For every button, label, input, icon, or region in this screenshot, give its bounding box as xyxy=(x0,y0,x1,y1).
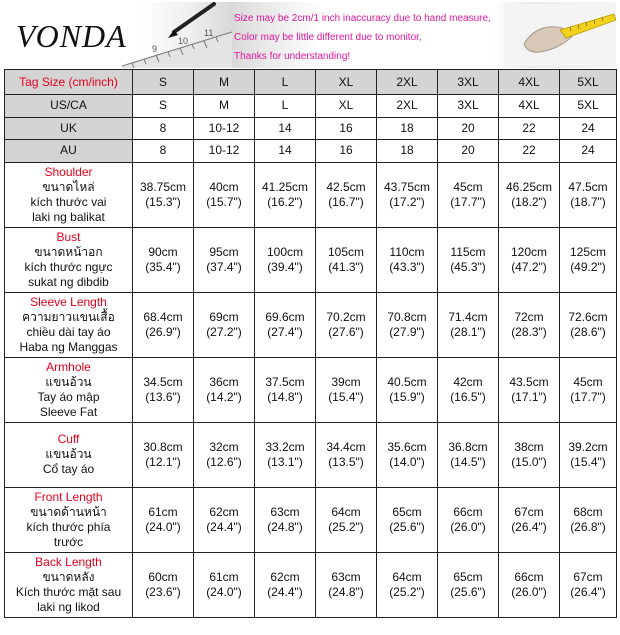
measurement-cell xyxy=(438,162,499,227)
value-inch: (15.0") xyxy=(511,454,547,469)
size-code-row xyxy=(5,117,617,140)
value-cm: 72.6cm xyxy=(568,309,608,324)
value-inch: (26.4") xyxy=(511,519,547,534)
measurement-translation: Sleeve Fat xyxy=(39,404,98,419)
size-cell: 14 xyxy=(255,140,316,163)
value-cm: 40.5cm xyxy=(387,374,427,389)
measurement-cell xyxy=(255,357,316,422)
value-inch: (16.7") xyxy=(328,194,364,209)
value-cm: 70.8cm xyxy=(387,309,427,324)
measurement-translation: sukat ng dibdib xyxy=(28,274,109,289)
size-code-row xyxy=(5,95,617,118)
measurement-translation: laki ng likod xyxy=(37,599,100,614)
value-cm: 47.5cm xyxy=(568,179,608,194)
value-inch: (16.5") xyxy=(450,389,486,404)
measurement-name: Cuff xyxy=(57,432,80,446)
size-cell: L xyxy=(255,70,316,95)
measurement-cell xyxy=(499,292,560,357)
size-cell: 20 xyxy=(438,140,499,163)
measurement-name: Sleeve Length xyxy=(30,294,107,309)
measurement-translation: ความยาวแขนเสื้อ xyxy=(22,309,115,324)
measurement-cell xyxy=(133,487,194,552)
value-inch: (41.3") xyxy=(328,259,364,274)
ruler-number: 11 xyxy=(204,28,214,38)
measurement-translation: แขนอ้วน xyxy=(45,447,92,461)
value-inch: (16.2") xyxy=(267,194,303,209)
size-cell: L xyxy=(255,95,316,118)
measurement-cell xyxy=(377,552,438,617)
measurement-translation: kích thước vai xyxy=(30,194,107,209)
measurement-cell xyxy=(438,487,499,552)
value-inch: (28.3") xyxy=(511,324,547,339)
row-label: US/CA xyxy=(5,95,133,118)
value-cm: 38cm xyxy=(514,439,544,454)
measurement-label xyxy=(5,227,133,292)
value-cm: 105cm xyxy=(327,244,365,259)
size-cell: M xyxy=(194,70,255,95)
measurement-row xyxy=(5,227,617,292)
size-cell: M xyxy=(194,95,255,118)
value-inch: (37.4") xyxy=(206,259,242,274)
measurement-cell xyxy=(438,552,499,617)
measurement-cell xyxy=(194,552,255,617)
notice-thanks: Thanks for understanding! xyxy=(234,51,351,62)
measurement-row xyxy=(5,487,617,552)
size-cell: 22 xyxy=(499,117,560,140)
value-cm: 67cm xyxy=(573,569,603,584)
value-cm: 110cm xyxy=(389,244,425,259)
value-cm: 63cm xyxy=(331,569,361,584)
value-cm: 34.5cm xyxy=(143,374,183,389)
measurement-cell xyxy=(377,162,438,227)
value-cm: 70.2cm xyxy=(326,309,366,324)
value-inch: (35.4") xyxy=(145,259,181,274)
measurement-cell xyxy=(316,422,377,487)
measurement-name: Shoulder xyxy=(44,164,93,179)
value-inch: (26.4") xyxy=(570,584,606,599)
value-cm: 45cm xyxy=(453,179,483,194)
value-inch: (47.2") xyxy=(511,259,547,274)
measurement-label xyxy=(5,292,133,357)
value-cm: 62cm xyxy=(209,504,239,519)
value-inch: (17.1") xyxy=(511,389,547,404)
value-inch: (49.2") xyxy=(570,259,606,274)
value-inch: (12.1") xyxy=(145,454,181,469)
measurement-name: Armhole xyxy=(46,359,91,374)
value-inch: (45.3") xyxy=(450,259,486,274)
header-banner xyxy=(4,2,616,68)
measurement-cell xyxy=(133,552,194,617)
value-cm: 36cm xyxy=(209,374,239,389)
measurement-cell xyxy=(316,357,377,422)
value-cm: 64cm xyxy=(392,569,422,584)
size-cell: 8 xyxy=(133,140,194,163)
size-cell: 24 xyxy=(560,117,617,140)
measurement-row xyxy=(5,422,617,487)
measurement-cell xyxy=(255,227,316,292)
value-inch: (15.9") xyxy=(389,389,425,404)
value-inch: (24.8") xyxy=(267,519,303,534)
value-inch: (27.9") xyxy=(389,324,425,339)
measurement-cell xyxy=(560,162,617,227)
value-cm: 61cm xyxy=(209,569,239,584)
measurement-cell xyxy=(377,227,438,292)
measurement-cell xyxy=(133,357,194,422)
size-cell: S xyxy=(133,95,194,118)
measurement-cell xyxy=(255,292,316,357)
measurement-cell xyxy=(499,487,560,552)
value-inch: (24.8") xyxy=(328,584,364,599)
value-inch: (15.3") xyxy=(145,194,181,209)
measurement-cell xyxy=(438,357,499,422)
measurement-translation: Cổ tay áo xyxy=(42,462,95,476)
value-inch: (43.3") xyxy=(389,259,425,274)
value-cm: 30.8cm xyxy=(143,439,183,454)
value-cm: 65cm xyxy=(453,569,483,584)
value-inch: (13.1") xyxy=(267,454,303,469)
value-inch: (26.0") xyxy=(450,519,486,534)
measurement-cell xyxy=(255,422,316,487)
value-cm: 71.4cm xyxy=(448,309,488,324)
size-chart-table xyxy=(4,69,617,618)
value-inch: (26.0") xyxy=(511,584,547,599)
measurement-label xyxy=(5,357,133,422)
size-cell: 18 xyxy=(377,140,438,163)
value-cm: 37.5cm xyxy=(265,374,305,389)
size-cell: 18 xyxy=(377,117,438,140)
value-inch: (17.7") xyxy=(570,389,606,404)
value-cm: 72cm xyxy=(514,309,544,324)
measurement-cell xyxy=(560,487,617,552)
value-cm: 41.25cm xyxy=(261,179,309,194)
value-inch: (25.2") xyxy=(328,519,364,534)
size-cell: 14 xyxy=(255,117,316,140)
measurement-row xyxy=(5,292,617,357)
measurement-cell xyxy=(438,422,499,487)
ruler-number: 9 xyxy=(152,44,158,54)
measurement-cell xyxy=(194,357,255,422)
row-label: UK xyxy=(5,117,133,140)
value-cm: 40cm xyxy=(209,179,239,194)
value-cm: 42.5cm xyxy=(326,179,366,194)
measurement-translation: แขนอ้วน xyxy=(45,374,92,389)
measurement-cell xyxy=(377,292,438,357)
value-inch: (13.6") xyxy=(145,389,181,404)
size-cell: 10-12 xyxy=(194,117,255,140)
measurement-cell xyxy=(194,487,255,552)
value-cm: 42cm xyxy=(453,374,483,389)
size-cell: XL xyxy=(316,95,377,118)
value-inch: (27.6") xyxy=(328,324,364,339)
measurement-label xyxy=(5,422,133,487)
value-cm: 68cm xyxy=(573,504,603,519)
value-cm: 69cm xyxy=(209,309,239,324)
measurement-cell xyxy=(499,357,560,422)
pen-and-ruler-icon xyxy=(122,2,232,68)
measurement-cell xyxy=(194,422,255,487)
value-inch: (15.4") xyxy=(570,454,606,469)
value-cm: 43.5cm xyxy=(509,374,549,389)
measurement-label xyxy=(5,162,133,227)
measurement-cell xyxy=(499,162,560,227)
measurement-cell xyxy=(377,357,438,422)
value-cm: 125cm xyxy=(569,244,607,259)
size-cell: S xyxy=(133,70,194,95)
value-cm: 66cm xyxy=(453,504,483,519)
size-cell: 5XL xyxy=(560,95,617,118)
measurement-cell xyxy=(255,552,316,617)
measurement-cell xyxy=(133,227,194,292)
measurement-cell xyxy=(499,422,560,487)
value-inch: (15.4") xyxy=(328,389,364,404)
row-label: AU xyxy=(5,140,133,163)
size-cell: 2XL xyxy=(377,70,438,95)
size-cell: XL xyxy=(316,70,377,95)
value-inch: (18.2") xyxy=(511,194,547,209)
measurement-name: Back Length xyxy=(35,554,102,569)
measurement-cell xyxy=(438,227,499,292)
measurement-translation: ขนาดหน้าอก xyxy=(34,244,103,259)
value-inch: (39.4") xyxy=(267,259,303,274)
size-cell: 10-12 xyxy=(194,140,255,163)
value-inch: (13.5") xyxy=(328,454,364,469)
value-cm: 45cm xyxy=(573,374,603,389)
value-inch: (18.7") xyxy=(570,194,606,209)
measurement-translation: laki ng balikat xyxy=(32,209,105,224)
measurement-cell xyxy=(560,292,617,357)
value-inch: (24.0") xyxy=(145,519,181,534)
value-inch: (23.6") xyxy=(145,584,181,599)
value-inch: (14.0") xyxy=(389,454,425,469)
value-cm: 100cm xyxy=(266,244,304,259)
measurement-cell xyxy=(194,227,255,292)
value-inch: (26.9") xyxy=(145,324,181,339)
value-inch: (27.2") xyxy=(206,324,242,339)
value-cm: 120cm xyxy=(510,244,548,259)
value-cm: 38.75cm xyxy=(139,179,187,194)
tape-measure-hand-icon xyxy=(504,4,616,66)
size-code-row xyxy=(5,140,617,163)
value-cm: 35.6cm xyxy=(387,439,427,454)
measurement-cell xyxy=(560,552,617,617)
value-cm: 66cm xyxy=(514,569,544,584)
measurement-cell xyxy=(255,162,316,227)
measurement-translation: chiều dài tay áo xyxy=(26,324,111,339)
measurement-label xyxy=(5,552,133,617)
value-inch: (24.0") xyxy=(206,584,242,599)
value-inch: (24.4") xyxy=(267,584,303,599)
value-inch: (14.2") xyxy=(206,389,242,404)
value-inch: (25.6") xyxy=(450,584,486,599)
measurement-cell xyxy=(194,162,255,227)
measurement-translation: kích thước ngực xyxy=(24,259,113,274)
size-cell: 4XL xyxy=(499,95,560,118)
measurement-cell xyxy=(499,552,560,617)
value-cm: 43.75cm xyxy=(383,179,431,194)
measurement-cell xyxy=(377,487,438,552)
value-inch: (17.2") xyxy=(389,194,425,209)
size-cell: 3XL xyxy=(438,95,499,118)
measurement-translation: kích thước phía xyxy=(26,519,111,534)
notice-inaccuracy: Size may be 2cm/1 inch inaccuracy due to hand measure, xyxy=(234,13,491,24)
measurement-translation: Tay áo mập xyxy=(37,389,100,404)
size-chart-body xyxy=(5,70,617,618)
size-cell: 22 xyxy=(499,140,560,163)
value-cm: 67cm xyxy=(514,504,544,519)
measurement-row xyxy=(5,552,617,617)
measurement-cell xyxy=(560,227,617,292)
measurement-translation: ขนาดหลัง xyxy=(42,569,95,584)
measurement-translation: trước xyxy=(53,534,84,549)
measurement-cell xyxy=(255,487,316,552)
measurement-translation: Kích thước mặt sau xyxy=(15,584,122,599)
value-inch: (12.6") xyxy=(206,454,242,469)
value-cm: 95cm xyxy=(209,244,239,259)
size-cell: 16 xyxy=(316,117,377,140)
measurement-cell xyxy=(133,292,194,357)
value-cm: 46.25cm xyxy=(505,179,553,194)
value-inch: (24.4") xyxy=(206,519,242,534)
value-inch: (26.8") xyxy=(570,519,606,534)
measurement-translation: ขนาดด้านหน้า xyxy=(30,504,107,519)
value-cm: 69.6cm xyxy=(265,309,305,324)
size-cell: 20 xyxy=(438,117,499,140)
value-cm: 32cm xyxy=(209,439,239,454)
measurement-cell xyxy=(316,292,377,357)
size-cell: 4XL xyxy=(499,70,560,95)
measurement-cell xyxy=(316,162,377,227)
size-cell: 3XL xyxy=(438,70,499,95)
value-inch: (25.6") xyxy=(389,519,425,534)
measurement-cell xyxy=(316,487,377,552)
value-cm: 63cm xyxy=(270,504,300,519)
value-cm: 33.2cm xyxy=(265,439,305,454)
value-inch: (15.7") xyxy=(206,194,242,209)
value-inch: (17.7") xyxy=(450,194,486,209)
value-cm: 36.8cm xyxy=(448,439,488,454)
value-inch: (25.2") xyxy=(389,584,425,599)
measurement-cell xyxy=(499,227,560,292)
measurement-cell xyxy=(377,422,438,487)
value-cm: 115cm xyxy=(450,244,486,259)
value-cm: 90cm xyxy=(148,244,178,259)
measurement-cell xyxy=(560,357,617,422)
size-cell: 2XL xyxy=(377,95,438,118)
value-cm: 60cm xyxy=(148,569,178,584)
measurement-cell xyxy=(133,422,194,487)
value-inch: (28.6") xyxy=(570,324,606,339)
measurement-cell xyxy=(438,292,499,357)
measurement-label xyxy=(5,487,133,552)
measurement-cell xyxy=(560,422,617,487)
row-label: Tag Size (cm/inch) xyxy=(5,70,133,95)
measurement-cell xyxy=(133,162,194,227)
size-cell: 8 xyxy=(133,117,194,140)
measurement-translation: Haba ng Manggas xyxy=(19,339,118,354)
ruler-number: 10 xyxy=(178,36,189,46)
measurement-name: Front Length xyxy=(34,489,103,504)
value-cm: 64cm xyxy=(331,504,361,519)
measurement-cell xyxy=(316,552,377,617)
size-cell: 16 xyxy=(316,140,377,163)
value-cm: 68.4cm xyxy=(143,309,183,324)
measurement-row xyxy=(5,357,617,422)
value-inch: (14.5") xyxy=(450,454,486,469)
measurement-name: Bust xyxy=(56,229,81,244)
value-cm: 62cm xyxy=(270,569,300,584)
value-inch: (28.1") xyxy=(450,324,486,339)
value-cm: 39cm xyxy=(331,374,361,389)
measurement-cell xyxy=(316,227,377,292)
size-cell: 5XL xyxy=(560,70,617,95)
value-cm: 65cm xyxy=(392,504,422,519)
brand-logo: VONDA xyxy=(16,18,127,54)
measurement-row xyxy=(5,162,617,227)
measurement-cell xyxy=(194,292,255,357)
value-cm: 61cm xyxy=(148,504,178,519)
notice-color: Color may be little different due to monitor, xyxy=(234,32,422,43)
value-inch: (27.4") xyxy=(267,324,303,339)
measurement-translation: ขนาดไหล่ xyxy=(42,179,95,194)
size-cell: 24 xyxy=(560,140,617,163)
table-header-row xyxy=(5,70,617,95)
value-cm: 39.2cm xyxy=(568,439,608,454)
value-inch: (14.8") xyxy=(267,389,303,404)
value-cm: 34.4cm xyxy=(326,439,366,454)
